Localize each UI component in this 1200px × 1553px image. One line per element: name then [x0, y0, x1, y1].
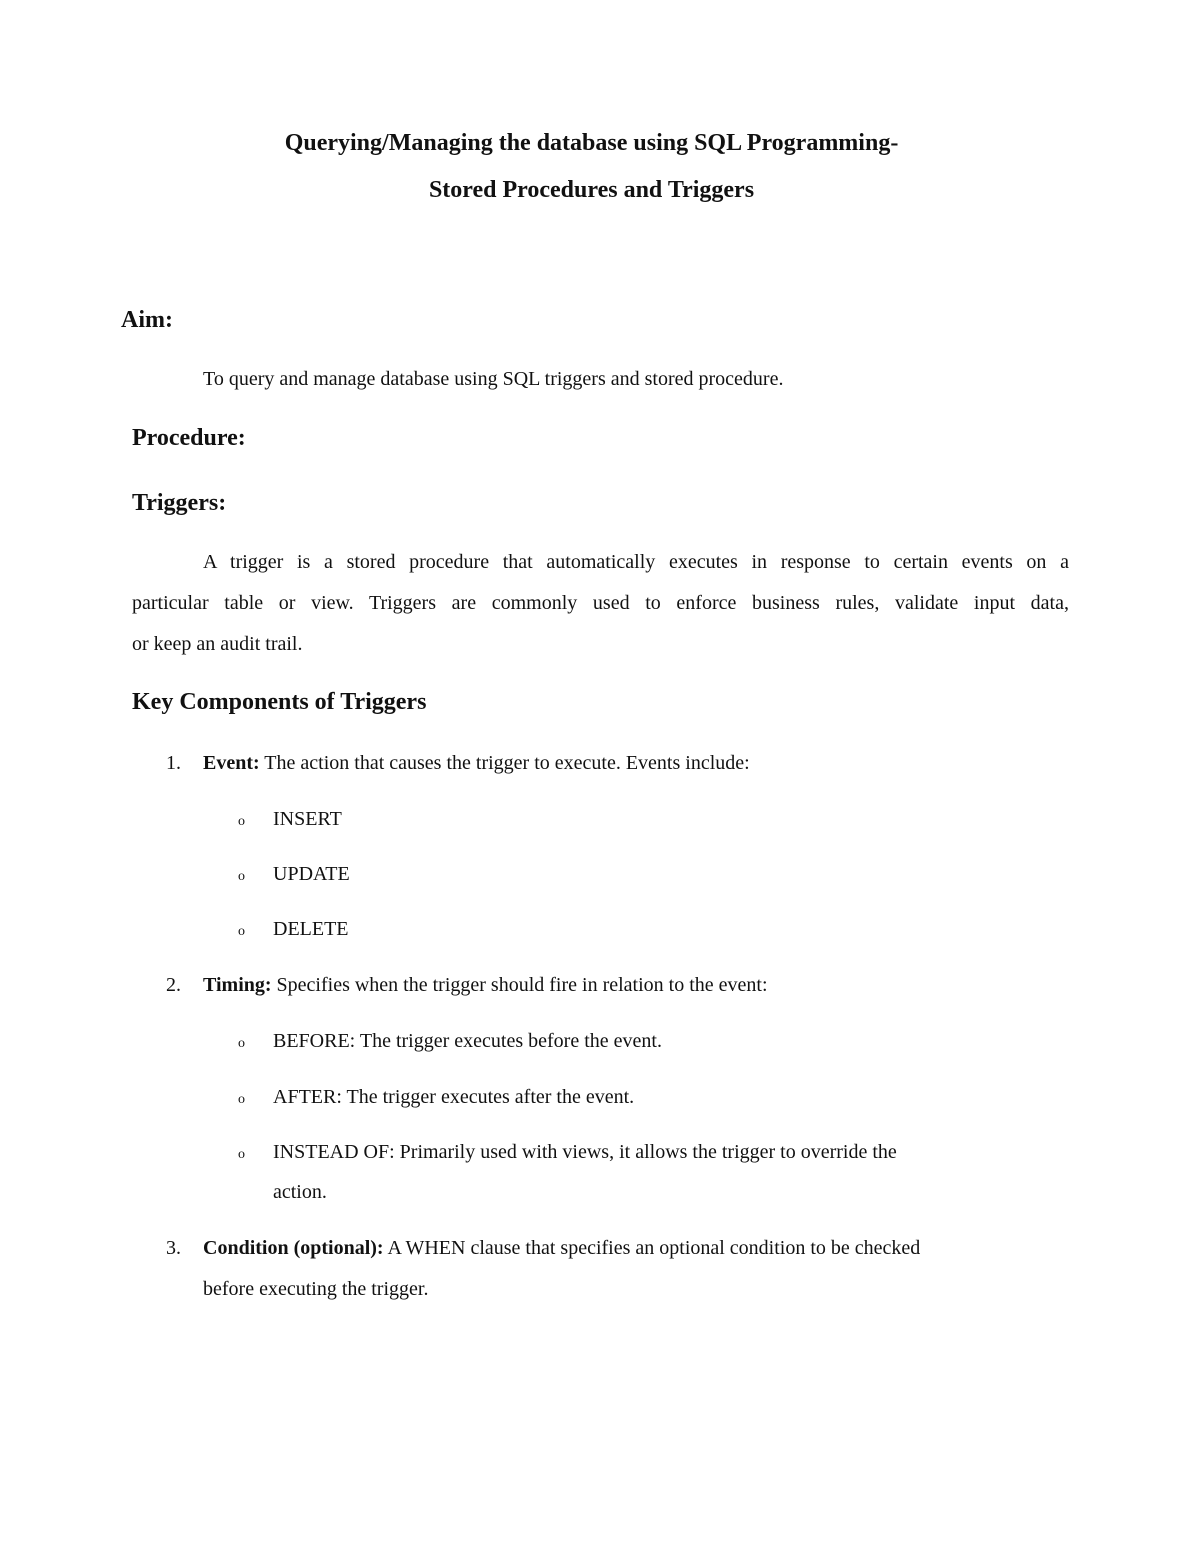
- triggers-paragraph-line-3: or keep an audit trail.: [132, 633, 303, 655]
- sub-item-insert: INSERT: [273, 808, 342, 830]
- list-item-event: [203, 752, 750, 775]
- list-item-timing: [203, 974, 768, 997]
- list-item-label: Event:: [203, 752, 260, 774]
- list-item-condition-continuation: before executing the trigger.: [203, 1278, 429, 1300]
- list-item-text: The action that causes the trigger to execute. Events include:: [259, 752, 750, 774]
- sub-item-update: UPDATE: [273, 863, 350, 885]
- sub-item-before: BEFORE: The trigger executes before the event.: [273, 1030, 662, 1052]
- bullet-icon: o: [238, 814, 245, 829]
- sub-item-delete: DELETE: [273, 918, 349, 940]
- list-item-condition: [203, 1237, 920, 1260]
- bullet-icon: o: [238, 1036, 245, 1051]
- sub-item-instead-of-continuation: action.: [273, 1181, 327, 1203]
- procedure-heading: Procedure:: [132, 425, 246, 451]
- triggers-paragraph-line-2: particular table or view. Triggers are commonly used to enforce business rules, validate input data,: [132, 592, 1069, 614]
- triggers-paragraph-line-1: A trigger is a stored procedure that automatically executes in response to certain events on a: [203, 551, 1069, 573]
- bullet-icon: o: [238, 924, 245, 939]
- list-item-label: Condition (optional):: [203, 1237, 384, 1259]
- list-item-text: Specifies when the trigger should fire in relation to the event:: [271, 974, 768, 996]
- list-item-text: A WHEN clause that specifies an optional condition to be checked: [383, 1237, 921, 1259]
- bullet-icon: o: [238, 869, 245, 884]
- list-number-3: 3.: [166, 1237, 181, 1259]
- document-title-line-1: Querying/Managing the database using SQL Programming-: [284, 130, 899, 156]
- sub-item-after: AFTER: The trigger executes after the event.: [273, 1086, 635, 1108]
- aim-text: To query and manage database using SQL triggers and stored procedure.: [203, 368, 784, 390]
- bullet-icon: o: [238, 1147, 245, 1162]
- list-number-2: 2.: [166, 974, 181, 996]
- list-item-label: Timing:: [203, 974, 272, 996]
- bullet-icon: o: [238, 1092, 245, 1107]
- key-components-heading: Key Components of Triggers: [132, 689, 427, 715]
- document-title-line-2: Stored Procedures and Triggers: [428, 177, 755, 203]
- sub-item-instead-of: INSTEAD OF: Primarily used with views, it allows the trigger to override the: [273, 1141, 897, 1163]
- aim-heading: Aim:: [121, 307, 173, 333]
- list-number-1: 1.: [166, 752, 181, 774]
- triggers-heading: Triggers:: [132, 490, 227, 516]
